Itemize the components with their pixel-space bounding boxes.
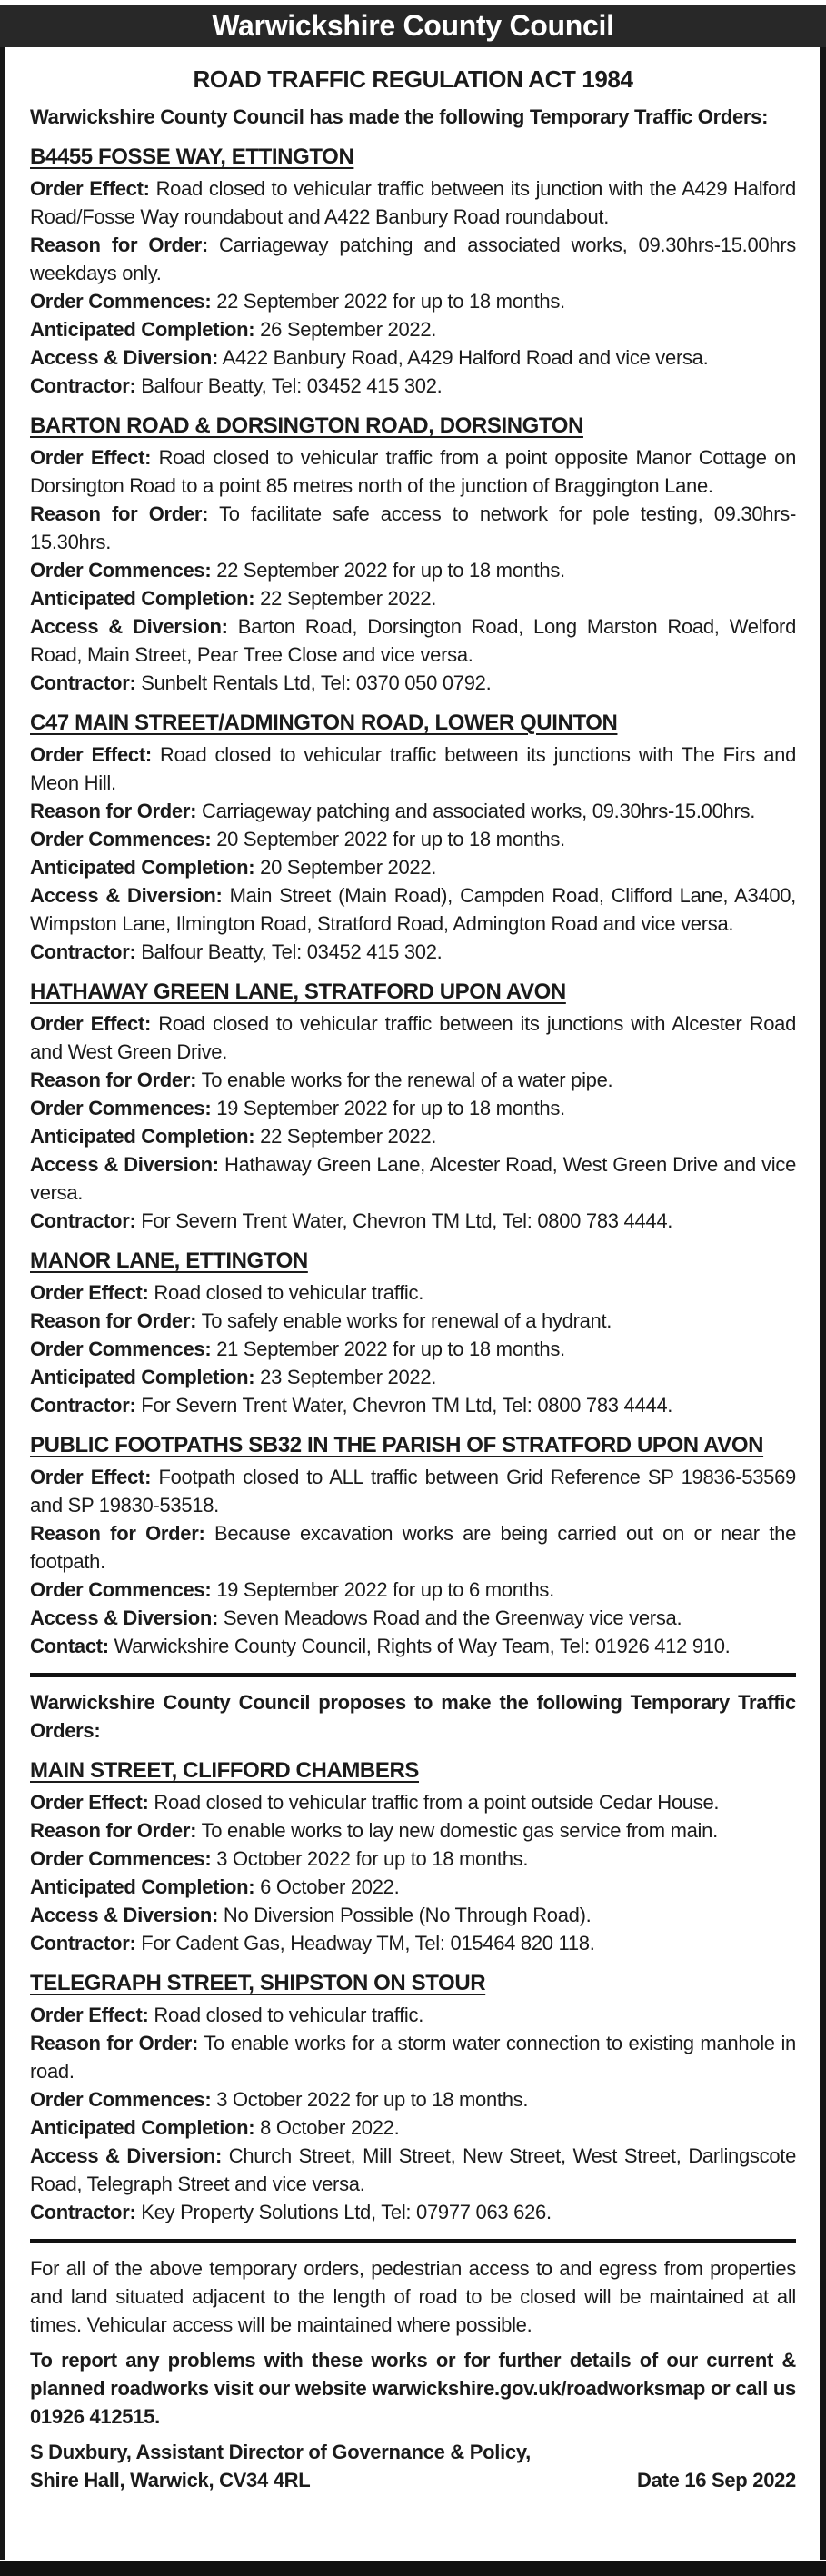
field-text: Balfour Beatty, Tel: 03452 415 302. [141,940,443,963]
field-text: Key Property Solutions Ltd, Tel: 07977 063 626. [141,2201,552,2223]
field-text: To facilitate safe access to network for pole testing, 09.30hrs-15.30hrs. [30,502,796,553]
field-text: 22 September 2022. [260,587,437,610]
field-text: To enable works to lay new domestic gas service from main. [201,1819,718,1842]
field-label: Anticipated Completion: [30,1875,255,1898]
order-section [30,143,796,400]
order-field [30,1122,796,1150]
order-section [30,1247,796,1419]
act-title: ROAD TRAFFIC REGULATION ACT 1984 [193,65,633,93]
order-field [30,741,796,797]
order-field [30,1391,796,1419]
field-label: Order Effect: [30,446,152,469]
field-text: To enable works for the renewal of a water pipe. [201,1069,613,1091]
field-label: Order Commences: [30,1847,212,1870]
order-field [30,1335,796,1363]
order-title: BARTON ROAD & DORSINGTON ROAD, DORSINGTON [30,413,583,438]
order-field [30,1604,796,1632]
field-text: Road closed to vehicular traffic. [154,1281,424,1304]
notice-masthead [0,5,826,47]
field-text: 22 September 2022 for up to 18 months. [216,290,565,313]
order-field [30,556,796,584]
order-field [30,1463,796,1519]
field-text: Carriageway patching and associated works, 09.30hrs-15.00hrs. [201,800,756,822]
field-text: 21 September 2022 for up to 18 months. [216,1338,565,1360]
field-label: Anticipated Completion: [30,2116,255,2139]
order-title: C47 MAIN STREET/ADMINGTON ROAD, LOWER QUINTON [30,711,618,735]
signatory-line: S Duxbury, Assistant Director of Governance & Policy, [30,2441,531,2463]
field-text: Warwickshire County Council, Rights of Way Team, Tel: 01926 412 910. [114,1635,731,1657]
order-section [30,1969,796,2226]
field-label: Order Commences: [30,2088,212,2111]
order-field [30,825,796,853]
field-text: 20 September 2022. [260,856,437,879]
order-field [30,1901,796,1929]
order-field [30,1788,796,1816]
field-label: Order Commences: [30,1578,212,1601]
order-title: MANOR LANE, ETTINGTON [30,1248,308,1273]
field-text: Hathaway Green Lane, Alcester Road, West Green Drive and vice versa. [30,1153,797,1204]
field-text: 6 October 2022. [260,1875,400,1898]
field-label: Reason for Order: [30,1309,197,1332]
order-field [30,1207,796,1235]
field-text: 20 September 2022 for up to 18 months. [216,828,565,850]
field-text: A422 Banbury Road, A429 Halford Road and vice versa. [222,346,709,369]
masthead-title: Warwickshire County Council [212,9,614,42]
field-label: Contractor: [30,2201,136,2223]
address-line: Shire Hall, Warwick, CV34 4RL [30,2469,311,2491]
order-title: HATHAWAY GREEN LANE, STRATFORD UPON AVON [30,980,566,1004]
field-label: Anticipated Completion: [30,587,255,610]
notice-body [0,47,826,2560]
field-label: Anticipated Completion: [30,856,255,879]
field-label: Access & Diversion: [30,884,223,907]
field-text: 19 September 2022 for up to 6 months. [216,1578,554,1601]
field-label: Order Commences: [30,559,212,582]
field-text: 22 September 2022. [260,1125,437,1148]
field-text: Because excavation works are being carried out on or near the footpath. [30,1522,797,1573]
field-text: Main Street (Main Road), Campden Road, Clifford Lane, A3400, Wimpston Lane, Ilmington Road, Stratford Road, Admington Road and vice versa. [30,884,796,935]
field-label: Contractor: [30,940,136,963]
field-label: Order Effect: [30,1791,149,1814]
order-field [30,287,796,315]
field-label: Order Commences: [30,828,212,850]
orders-proposed-list [30,1756,796,2226]
order-field [30,1519,796,1576]
field-text: Road closed to vehicular traffic between its junctions with Alcester Road and West Green Drive. [30,1012,796,1063]
section-divider [30,2239,796,2243]
field-label: Contractor: [30,1394,136,1417]
section-divider [30,1673,796,1677]
field-text: For Severn Trent Water, Chevron TM Ltd, Tel: 0800 783 4444. [141,1209,673,1232]
orders-made-list [30,143,796,1660]
field-label: Anticipated Completion: [30,1366,255,1388]
field-text: 23 September 2022. [260,1366,437,1388]
field-label: Access & Diversion: [30,615,228,638]
field-text: For Severn Trent Water, Chevron TM Ltd, Tel: 0800 783 4444. [141,1394,673,1417]
order-field [30,938,796,966]
field-label: Anticipated Completion: [30,318,255,341]
field-text: 26 September 2022. [260,318,437,341]
order-field [30,2001,796,2029]
field-text: Footpath closed to ALL traffic between Grid Reference SP 19836-53569 and SP 19830-53518. [30,1466,796,1517]
order-field [30,584,796,612]
field-label: Order Commences: [30,1097,212,1119]
field-text: 19 September 2022 for up to 18 months. [216,1097,565,1119]
order-section [30,978,796,1235]
field-label: Reason for Order: [30,800,197,822]
field-label: Reason for Order: [30,1819,197,1842]
field-label: Reason for Order: [30,1522,205,1545]
field-text: Church Street, Mill Street, New Street, West Street, Darlingscote Road, Telegraph Street and vice versa. [30,2144,797,2195]
order-field [30,1094,796,1122]
order-field [30,500,796,556]
footer-report-note: To report any problems with these works or for further details of our current & planned roadworks visit our website warwickshire.gov.uk/roadworksmap or call us 01926 412515. [30,2349,796,2428]
order-field [30,881,796,938]
order-field [30,174,796,231]
order-field [30,1363,796,1391]
field-label: Access & Diversion: [30,1904,219,1926]
order-section [30,709,796,966]
field-text: Sunbelt Rentals Ltd, Tel: 0370 050 0792. [141,671,492,694]
field-label: Order Commences: [30,1338,212,1360]
field-label: Order Effect: [30,2004,149,2026]
order-field [30,1278,796,1307]
order-field [30,443,796,500]
field-text: Road closed to vehicular traffic between its junctions with The Firs and Meon Hill. [30,743,797,794]
field-text: 8 October 2022. [260,2116,400,2139]
order-field [30,315,796,343]
field-label: Reason for Order: [30,234,208,256]
order-section [30,1756,796,1957]
order-field [30,1066,796,1094]
order-field [30,1150,796,1207]
order-field [30,2142,796,2198]
field-label: Order Effect: [30,1012,152,1035]
field-label: Contractor: [30,671,136,694]
field-text: Road closed to vehicular traffic between its junction with the A429 Halford Road/Fosse Way roundabout and A422 Banbury Road roundabout. [30,177,796,228]
field-label: Reason for Order: [30,1069,197,1091]
field-text: Road closed to vehicular traffic from a point outside Cedar House. [154,1791,720,1814]
order-field [30,1010,796,1066]
field-text: For Cadent Gas, Headway TM, Tel: 015464 820 118. [141,1932,595,1954]
field-label: Access & Diversion: [30,2144,222,2167]
notice-date: Date 16 Sep 2022 [637,2469,796,2491]
field-label: Reason for Order: [30,502,209,525]
order-title: MAIN STREET, CLIFFORD CHAMBERS [30,1758,419,1783]
order-field [30,2029,796,2085]
field-label: Order Effect: [30,1466,152,1488]
order-field [30,1816,796,1845]
intro-orders-proposed: Warwickshire County Council proposes to make the following Temporary Traffic Orders: [30,1691,796,1742]
footer-access-note: For all of the above temporary orders, pedestrian access to and egress from properties and land situated adjacent to the length of road to be closed will be maintained at all times. Vehicular access will be maintained where possible. [30,2257,796,2336]
field-label: Contractor: [30,374,136,397]
order-field [30,612,796,669]
order-field [30,343,796,372]
field-text: Road closed to vehicular traffic. [154,2004,424,2026]
order-field [30,853,796,881]
field-label: Contact: [30,1635,109,1657]
field-text: 22 September 2022 for up to 18 months. [216,559,565,582]
order-field [30,2198,796,2226]
field-text: Seven Meadows Road and the Greenway vice versa. [223,1606,682,1629]
order-title: PUBLIC FOOTPATHS SB32 IN THE PARISH OF STRATFORD UPON AVON [30,1433,764,1457]
order-field [30,372,796,400]
order-field [30,1845,796,1873]
field-label: Access & Diversion: [30,1153,219,1176]
field-label: Anticipated Completion: [30,1125,255,1148]
field-text: To safely enable works for renewal of a hydrant. [201,1309,612,1332]
field-text: No Diversion Possible (No Through Road). [223,1904,592,1926]
intro-orders-made: Warwickshire County Council has made the following Temporary Traffic Orders: [30,105,769,128]
field-text: Balfour Beatty, Tel: 03452 415 302. [141,374,443,397]
field-text: 3 October 2022 for up to 18 months. [216,1847,529,1870]
field-text: 3 October 2022 for up to 18 months. [216,2088,529,2111]
order-field [30,2114,796,2142]
order-title: TELEGRAPH STREET, SHIPSTON ON STOUR [30,1971,486,1995]
order-field [30,231,796,287]
field-label: Order Effect: [30,177,150,200]
field-label: Access & Diversion: [30,1606,219,1629]
order-field [30,797,796,825]
field-label: Contractor: [30,1209,136,1232]
order-field [30,1632,796,1660]
order-field [30,1307,796,1335]
bottom-edge-bar [0,2561,826,2576]
field-label: Contractor: [30,1932,136,1954]
field-label: Reason for Order: [30,2032,199,2054]
order-field [30,1873,796,1901]
field-label: Order Effect: [30,743,152,766]
field-text: To enable works for a storm water connection to existing manhole in road. [30,2032,796,2083]
field-label: Access & Diversion: [30,346,219,369]
field-text: Barton Road, Dorsington Road, Long Marston Road, Welford Road, Main Street, Pear Tree Close and vice versa. [30,615,797,666]
order-field [30,669,796,697]
order-title: B4455 FOSSE WAY, ETTINGTON [30,144,354,169]
field-label: Order Effect: [30,1281,149,1304]
order-field [30,2085,796,2114]
order-field [30,1576,796,1604]
order-field [30,1929,796,1957]
field-text: Carriageway patching and associated works, 09.30hrs-15.00hrs weekdays only. [30,234,797,284]
field-label: Order Commences: [30,290,212,313]
order-section [30,1431,796,1660]
order-section [30,412,796,697]
field-text: Road closed to vehicular traffic from a point opposite Manor Cottage on Dorsington Road to a point 85 metres north of the junction of Braggington Lane. [30,446,797,497]
address-date-row [30,2466,796,2494]
